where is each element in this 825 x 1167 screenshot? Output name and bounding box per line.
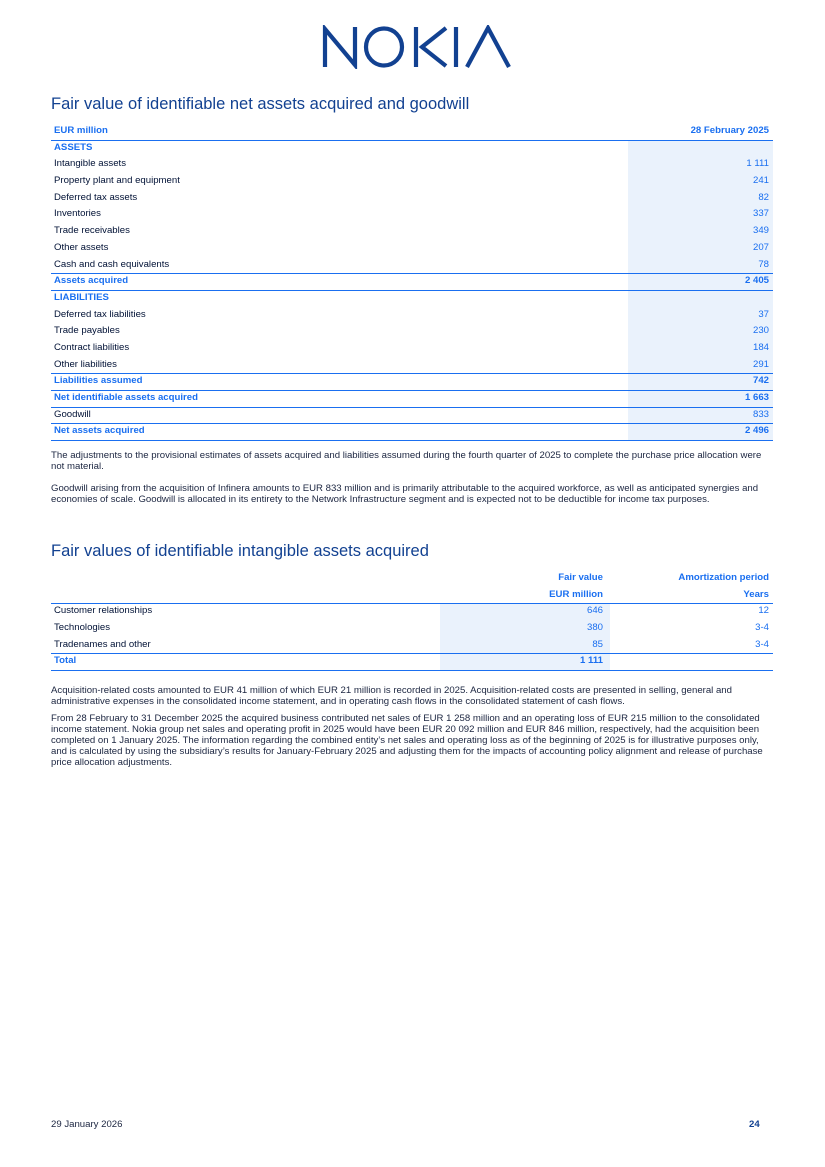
table-row <box>51 173 773 190</box>
row-label: Contract liabilities <box>54 341 130 353</box>
row-label: Inventories <box>54 208 101 220</box>
years-header: Years <box>743 588 769 600</box>
assets-heading: ASSETS <box>54 141 93 153</box>
table-header-row-1 <box>51 570 773 587</box>
row-label: Net assets acquired <box>54 425 145 437</box>
footer-date: 29 January 2026 <box>51 1119 123 1130</box>
fair-value-header: Fair value <box>558 572 603 583</box>
nokia-logo-icon <box>322 25 512 69</box>
row-label: Assets acquired <box>54 275 129 287</box>
row-value: 2 496 <box>744 425 769 437</box>
intangible-assets-table <box>51 570 773 670</box>
row-value: 2 405 <box>744 275 769 287</box>
table-row <box>51 637 773 654</box>
row-value: 646 <box>586 605 603 617</box>
paragraph-adjustments: The adjustments to the provisional estimates of assets acquired and liabilities assumed during the fourth quarter of 2025 to complete the purchase price allocation were not material. <box>51 450 762 472</box>
table-row <box>51 323 773 340</box>
table-row <box>51 307 773 324</box>
row-label: Customer relationships <box>54 605 153 617</box>
row-label: Intangible assets <box>54 158 126 170</box>
table-row <box>51 190 773 207</box>
row-label: Deferred tax liabilities <box>54 308 146 320</box>
row-label: Total <box>54 655 77 667</box>
table-row <box>51 223 773 240</box>
table-row <box>51 357 773 374</box>
paragraph-goodwill: Goodwill arising from the acquisition of Infinera amounts to EUR 833 million and is primarily attributable to the acquired workforce, as well as anticipated synergies and economies of scale. Goodwill is allocated in its entirety to the Network Infrastructure segment and is expected not to be deductible for income tax purposes. <box>51 483 759 505</box>
row-value: 82 <box>758 191 769 203</box>
table-row <box>51 156 773 173</box>
row-years: 3-4 <box>755 638 769 650</box>
row-label: Other assets <box>54 241 109 253</box>
assets-total-row <box>51 273 773 290</box>
row-value: 85 <box>592 638 603 650</box>
row-value: 1 111 <box>580 655 603 667</box>
table-row <box>51 206 773 223</box>
col-header-label: EUR million <box>54 125 108 136</box>
eur-million-header: EUR million <box>549 588 603 600</box>
row-label: Other liabilities <box>54 358 117 370</box>
liabilities-heading: LIABILITIES <box>54 291 109 303</box>
net-assets-table <box>51 123 773 440</box>
row-label: Cash and cash equivalents <box>54 258 170 270</box>
row-years: 3-4 <box>755 622 769 634</box>
liabilities-heading-row <box>51 290 773 307</box>
row-value: 337 <box>752 208 769 220</box>
row-value: 37 <box>758 308 769 320</box>
total-row <box>51 653 773 670</box>
section-title-net-assets: Fair value of identifiable net assets acquired and goodwill <box>51 95 470 113</box>
table-row <box>51 620 773 637</box>
row-label: Net identifiable assets acquired <box>54 392 198 403</box>
row-value: 742 <box>752 375 769 387</box>
row-value: 349 <box>752 225 769 237</box>
net-assets-row <box>51 423 773 440</box>
row-value: 241 <box>752 175 769 187</box>
row-value: 184 <box>752 341 769 353</box>
amortization-header: Amortization period <box>678 572 769 583</box>
row-label: Trade receivables <box>54 225 130 237</box>
table-header-row-2 <box>51 587 773 604</box>
table-row <box>51 257 773 274</box>
row-label: Goodwill <box>54 408 91 420</box>
page-number: 24 <box>749 1119 760 1130</box>
col-header-date: 28 February 2025 <box>690 125 769 136</box>
liabilities-total-row <box>51 373 773 390</box>
row-years: 12 <box>758 605 769 617</box>
row-value: 380 <box>586 622 603 634</box>
table-header-row <box>51 123 773 140</box>
table-row <box>51 240 773 257</box>
row-label: Technologies <box>54 622 111 634</box>
section-title-intangible-assets: Fair values of identifiable intangible assets acquired <box>51 542 429 560</box>
assets-heading-row <box>51 140 773 157</box>
row-value: 833 <box>752 408 769 420</box>
row-label: Tradenames and other <box>54 638 151 650</box>
row-value: 1 111 <box>746 158 769 170</box>
row-label: Liabilities assumed <box>54 375 143 387</box>
row-value: 207 <box>752 241 769 253</box>
row-label: Trade payables <box>54 325 120 337</box>
paragraph-acquisition-costs: Acquisition-related costs amounted to EUR 41 million of which EUR 21 million is recorded in 2025. Acquisition-related costs are presented in selling, general and administrative expenses in the consolidated income statement, and in operating cash flows in the consolidated statement of cash flows. <box>51 685 732 707</box>
row-value: 1 663 <box>744 392 769 403</box>
goodwill-row <box>51 407 773 424</box>
nokia-logo <box>322 25 512 69</box>
net-identifiable-row <box>51 390 773 407</box>
table-row <box>51 340 773 357</box>
table-row <box>51 603 773 620</box>
row-label: Deferred tax assets <box>54 191 138 203</box>
row-value: 291 <box>752 358 769 370</box>
row-value: 230 <box>752 325 769 337</box>
row-label: Property plant and equipment <box>54 175 180 187</box>
paragraph-contribution: From 28 February to 31 December 2025 the acquired business contributed net sales of EUR 1 258 million and an operating loss of EUR 215 million to the consolidated income statement. Nokia group net sales and operating profit in 2025 would have been EUR 20 092 million and EUR 846 million, respectively, had the acquisition been completed on 1 January 2025. The information regarding the combined entity’s net sales and operating loss as of the beginning of 2025 is for illustrative purposes only, and is calculated by using the subsidiary’s results for January-February 2025 and adjusting them for the impacts of accounting policy alignment and release of purchase price allocation adjustments. <box>51 713 763 768</box>
row-value: 78 <box>758 258 769 270</box>
